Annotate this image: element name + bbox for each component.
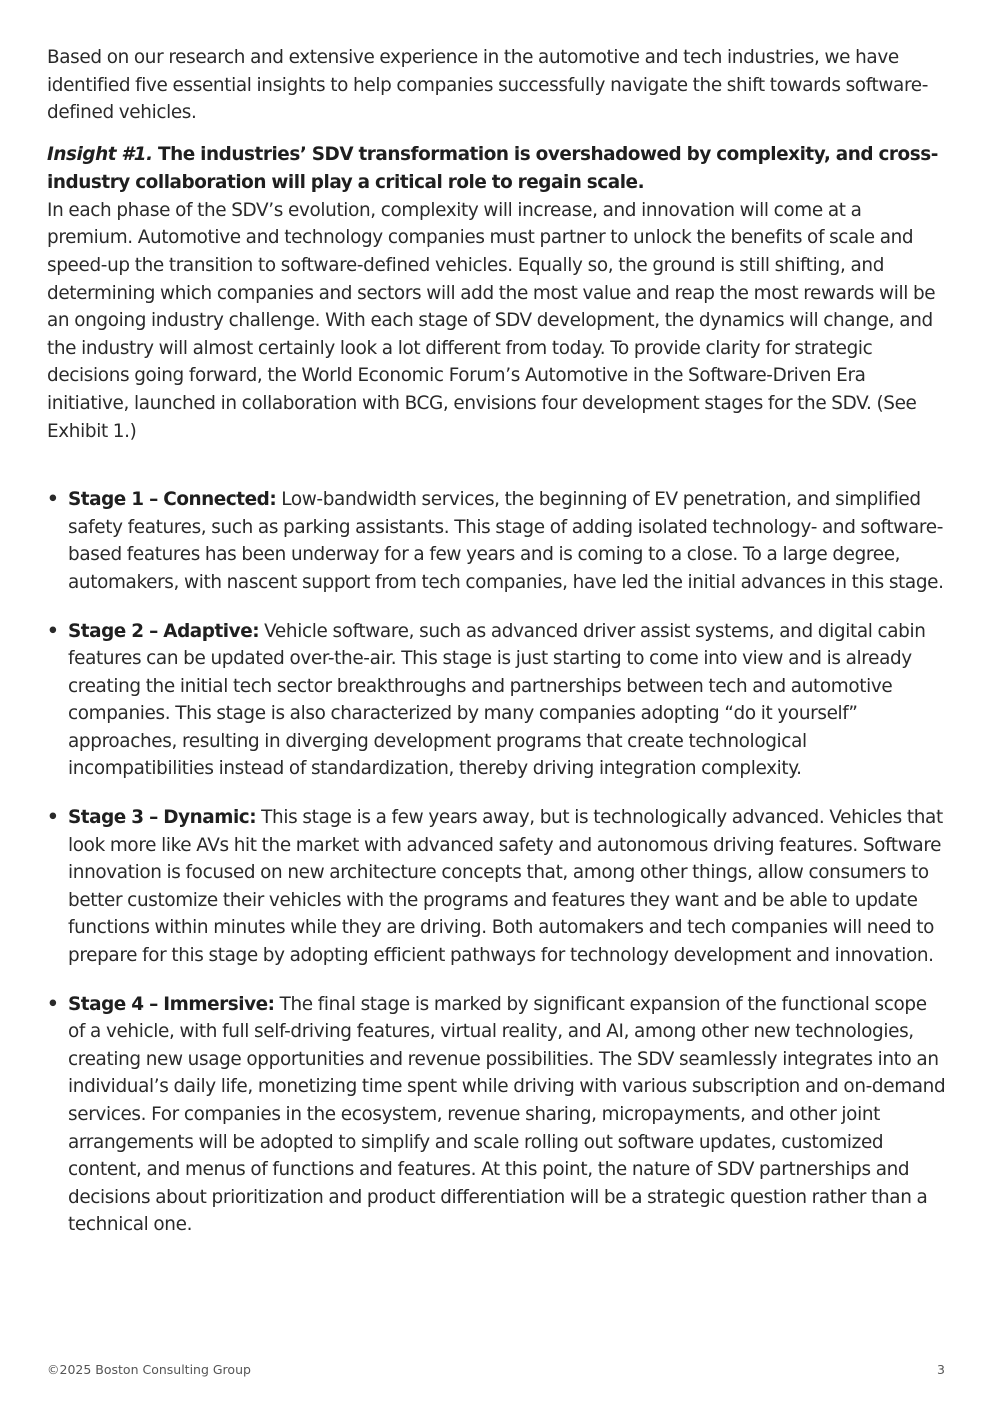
insight-title: The industries’ SDV transformation is overshadowed by complexity, and cross-industry collaboration will play a critical role to regain scale. xyxy=(47,143,938,193)
bullet-icon: • xyxy=(47,620,59,642)
stage-text: Vehicle software, such as advanced driver assist systems, and digital cabin features can be updated over-the-air. This stage is just starting to come into view and is already creating the initial tech sector breakthroughs and partnerships between tech and automotive companies. This stage is also characterized by many companies adopting “do it yourself” approaches, resulting in diverging development programs that create technological incompatibilities instead of standardization, thereby driving integration complexity. xyxy=(68,620,926,780)
page-content xyxy=(47,44,947,1260)
intro-paragraph: Based on our research and extensive experience in the automotive and tech industries, we have identified five essential insights to help companies successfully navigate the shift towards software-defined vehicles. xyxy=(47,47,929,124)
list-item-stage-4 xyxy=(47,991,947,1239)
stage-text: This stage is a few years away, but is technologically advanced. Vehicles that look more like AVs hit the market with advanced safety and autonomous driving features. Software innovation is focused on new architecture concepts that, among other things, allow consumers to better customize their vehicles with the programs and features they want and be able to update functions within minutes while they are driving. Both automakers and tech companies will need to prepare for this stage by adopting efficient pathways for technology development and innovation. xyxy=(68,807,943,967)
bullet-icon: • xyxy=(47,993,59,1015)
list-item-stage-1 xyxy=(47,486,947,596)
stage-label: Stage 1 – Connected: xyxy=(68,489,277,511)
copyright-text: ©2025 Boston Consulting Group xyxy=(47,1362,251,1377)
insight-heading xyxy=(47,141,947,197)
list-item-stage-3 xyxy=(47,804,947,970)
insight-body: In each phase of the SDV’s evolution, complexity will increase, and innovation will come at a premium. Automotive and technology companies must partner to unlock the benefits of scale and speed-up the transition to software-defined vehicles. Equally so, the ground is still shifting, and determining which companies and sectors will add the most value and reap the most rewards will be an ongoing industry challenge. With each stage of SDV development, the dynamics will change, and the industry will almost certainly look a lot different from today. To provide clarity for strategic decisions going forward, the World Economic Forum’s Automotive in the Software-Driven Era initiative, launched in collaboration with BCG, envisions four development stages for the SDV. (See Exhibit 1.) xyxy=(47,199,936,442)
stage-text: The final stage is marked by significant expansion of the functional scope of a vehicle, with full self-driving features, virtual reality, and AI, among other new technologies, creating new usage opportunities and revenue possibilities. The SDV seamlessly integrates into an individual’s daily life, monetizing time spent while driving with various subscription and on-demand services. For companies in the ecosystem, revenue sharing, micropayments, and other joint arrangements will be adopted to simplify and scale rolling out software updates, customized content, and menus of functions and features. At this point, the nature of SDV partnerships and decisions about prioritization and product differentiation will be a strategic question rather than a technical one. xyxy=(68,993,946,1236)
bullet-icon: • xyxy=(47,489,59,511)
stages-list xyxy=(47,486,947,1239)
page-number: 3 xyxy=(937,1362,945,1377)
stage-label: Stage 4 – Immersive: xyxy=(68,993,275,1015)
list-item-stage-2 xyxy=(47,618,947,784)
page-footer xyxy=(47,1362,945,1377)
insight-tag: Insight #1. xyxy=(47,143,153,165)
stage-label: Stage 2 – Adaptive: xyxy=(68,620,260,642)
stage-label: Stage 3 – Dynamic: xyxy=(68,807,257,829)
stage-text: Low-bandwidth services, the beginning of EV penetration, and simplified safety features, such as parking assistants. This stage of adding isolated technology- and software-based features has been underway for a few years and is coming to a close. To a large degree, automakers, with nascent support from tech companies, have led the initial advances in this stage. xyxy=(68,489,944,593)
bullet-icon: • xyxy=(47,807,59,829)
